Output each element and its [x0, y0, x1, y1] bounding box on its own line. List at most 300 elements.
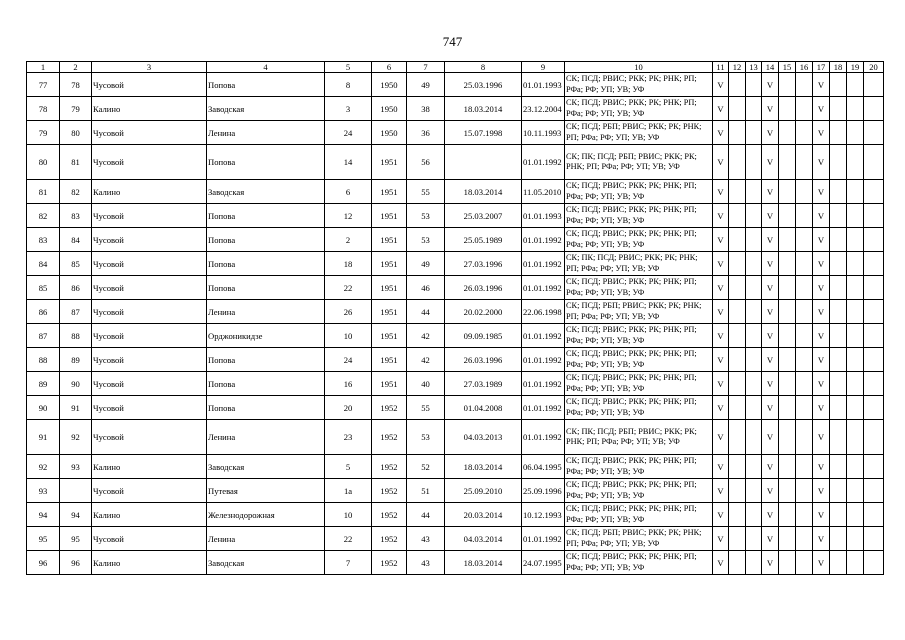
inspection-date-cell: 27.03.1996 — [445, 252, 522, 276]
elements-codes-cell: СК; ПСД; РВИС; РКК; РК; РНК; РП; РФа; РФ; УП; УВ; УФ — [565, 276, 713, 300]
flag-19-cell — [847, 252, 864, 276]
flag-11-cell: V — [713, 372, 729, 396]
wear-percent-cell: 42 — [407, 324, 445, 348]
house-number-cell: 95 — [60, 527, 92, 551]
house-number-cell: 78 — [60, 73, 92, 97]
flag-15-cell — [779, 420, 796, 455]
column-header-3: 3 — [92, 62, 207, 73]
start-date-cell: 11.05.2010 — [522, 180, 565, 204]
column-header-16: 16 — [796, 62, 813, 73]
street-cell: Попова — [207, 73, 325, 97]
building-number-cell: 23 — [325, 420, 372, 455]
flag-17-cell: V — [813, 324, 830, 348]
flag-13-cell — [746, 527, 762, 551]
flag-13-cell — [746, 372, 762, 396]
wear-percent-cell: 44 — [407, 503, 445, 527]
flag-20-cell — [864, 503, 884, 527]
column-header-6: 6 — [372, 62, 407, 73]
flag-19-cell — [847, 348, 864, 372]
flag-19-cell — [847, 180, 864, 204]
street-cell: Ленина — [207, 300, 325, 324]
table-row — [27, 324, 884, 348]
house-number-cell: 96 — [60, 551, 92, 575]
locality-cell: Чусовой — [92, 228, 207, 252]
flag-13-cell — [746, 204, 762, 228]
flag-14-cell: V — [762, 228, 779, 252]
flag-16-cell — [796, 348, 813, 372]
flag-14-cell: V — [762, 145, 779, 180]
table-row — [27, 420, 884, 455]
wear-percent-cell: 53 — [407, 420, 445, 455]
row-number-cell: 92 — [27, 455, 60, 479]
flag-12-cell — [729, 300, 746, 324]
flag-20-cell — [864, 324, 884, 348]
flag-18-cell — [830, 276, 847, 300]
flag-18-cell — [830, 300, 847, 324]
flag-17-cell: V — [813, 228, 830, 252]
wear-percent-cell: 44 — [407, 300, 445, 324]
start-date-cell: 25.09.1996 — [522, 479, 565, 503]
flag-11-cell: V — [713, 97, 729, 121]
flag-12-cell — [729, 145, 746, 180]
elements-codes-cell: СК; ПСД; РВИС; РКК; РК; РНК; РП; РФа; РФ; УП; УВ; УФ — [565, 324, 713, 348]
column-header-14: 14 — [762, 62, 779, 73]
house-number-cell: 92 — [60, 420, 92, 455]
building-number-cell: 12 — [325, 204, 372, 228]
wear-percent-cell: 55 — [407, 180, 445, 204]
flag-19-cell — [847, 455, 864, 479]
inspection-date-cell: 04.03.2014 — [445, 527, 522, 551]
row-number-cell: 79 — [27, 121, 60, 145]
flag-20-cell — [864, 527, 884, 551]
flag-17-cell: V — [813, 252, 830, 276]
house-number-cell: 88 — [60, 324, 92, 348]
flag-19-cell — [847, 324, 864, 348]
flag-15-cell — [779, 121, 796, 145]
flag-18-cell — [830, 348, 847, 372]
flag-12-cell — [729, 455, 746, 479]
column-header-20: 20 — [864, 62, 884, 73]
flag-16-cell — [796, 180, 813, 204]
street-cell: Заводская — [207, 551, 325, 575]
flag-12-cell — [729, 252, 746, 276]
building-number-cell: 22 — [325, 527, 372, 551]
flag-12-cell — [729, 228, 746, 252]
flag-14-cell: V — [762, 324, 779, 348]
start-date-cell: 01.01.1992 — [522, 527, 565, 551]
locality-cell: Чусовой — [92, 276, 207, 300]
flag-11-cell: V — [713, 73, 729, 97]
build-year-cell: 1951 — [372, 324, 407, 348]
column-header-8: 8 — [445, 62, 522, 73]
house-number-cell — [60, 479, 92, 503]
flag-14-cell: V — [762, 204, 779, 228]
flag-13-cell — [746, 73, 762, 97]
flag-13-cell — [746, 455, 762, 479]
inspection-date-cell — [445, 145, 522, 180]
column-header-18: 18 — [830, 62, 847, 73]
flag-12-cell — [729, 503, 746, 527]
building-number-cell: 26 — [325, 300, 372, 324]
building-number-cell: 14 — [325, 145, 372, 180]
build-year-cell: 1950 — [372, 73, 407, 97]
row-number-cell: 96 — [27, 551, 60, 575]
building-number-cell: 20 — [325, 396, 372, 420]
flag-11-cell: V — [713, 503, 729, 527]
flag-12-cell — [729, 121, 746, 145]
build-year-cell: 1952 — [372, 479, 407, 503]
flag-13-cell — [746, 97, 762, 121]
flag-16-cell — [796, 372, 813, 396]
build-year-cell: 1952 — [372, 420, 407, 455]
wear-percent-cell: 49 — [407, 73, 445, 97]
flag-14-cell: V — [762, 252, 779, 276]
street-cell: Ленина — [207, 121, 325, 145]
row-number-cell: 85 — [27, 276, 60, 300]
flag-17-cell: V — [813, 527, 830, 551]
inspection-date-cell: 25.05.1989 — [445, 228, 522, 252]
flag-16-cell — [796, 396, 813, 420]
street-cell: Железнодорожная — [207, 503, 325, 527]
flag-16-cell — [796, 324, 813, 348]
house-number-cell: 91 — [60, 396, 92, 420]
build-year-cell: 1951 — [372, 252, 407, 276]
column-header-7: 7 — [407, 62, 445, 73]
inspection-date-cell: 25.03.1996 — [445, 73, 522, 97]
flag-13-cell — [746, 503, 762, 527]
flag-20-cell — [864, 97, 884, 121]
row-number-cell: 78 — [27, 97, 60, 121]
wear-percent-cell: 46 — [407, 276, 445, 300]
elements-codes-cell: СК; ПСД; РВИС; РКК; РК; РНК; РП; РФа; РФ; УП; УВ; УФ — [565, 503, 713, 527]
street-cell: Заводская — [207, 97, 325, 121]
locality-cell: Чусовой — [92, 527, 207, 551]
inspection-date-cell: 27.03.1989 — [445, 372, 522, 396]
flag-12-cell — [729, 97, 746, 121]
flag-15-cell — [779, 180, 796, 204]
column-header-2: 2 — [60, 62, 92, 73]
build-year-cell: 1951 — [372, 204, 407, 228]
elements-codes-cell: СК; ПСД; РВИС; РКК; РК; РНК; РП; РФа; РФ; УП; УВ; УФ — [565, 372, 713, 396]
flag-18-cell — [830, 372, 847, 396]
column-header-5: 5 — [325, 62, 372, 73]
flag-20-cell — [864, 180, 884, 204]
flag-11-cell: V — [713, 527, 729, 551]
flag-17-cell: V — [813, 479, 830, 503]
row-number-cell: 88 — [27, 348, 60, 372]
flag-15-cell — [779, 204, 796, 228]
flag-15-cell — [779, 276, 796, 300]
column-header-17: 17 — [813, 62, 830, 73]
flag-19-cell — [847, 73, 864, 97]
inspection-date-cell: 26.03.1996 — [445, 276, 522, 300]
flag-18-cell — [830, 324, 847, 348]
flag-14-cell: V — [762, 396, 779, 420]
wear-percent-cell: 53 — [407, 228, 445, 252]
flag-12-cell — [729, 324, 746, 348]
row-number-cell: 83 — [27, 228, 60, 252]
table-row — [27, 479, 884, 503]
flag-17-cell: V — [813, 372, 830, 396]
locality-cell: Калино — [92, 455, 207, 479]
street-cell: Попова — [207, 276, 325, 300]
flag-19-cell — [847, 228, 864, 252]
flag-14-cell: V — [762, 479, 779, 503]
column-header-12: 12 — [729, 62, 746, 73]
table-row — [27, 276, 884, 300]
row-number-cell: 91 — [27, 420, 60, 455]
table-row — [27, 551, 884, 575]
row-number-cell: 93 — [27, 479, 60, 503]
flag-15-cell — [779, 348, 796, 372]
wear-percent-cell: 42 — [407, 348, 445, 372]
flag-17-cell: V — [813, 73, 830, 97]
row-number-cell: 80 — [27, 145, 60, 180]
flag-19-cell — [847, 479, 864, 503]
flag-16-cell — [796, 276, 813, 300]
start-date-cell: 22.06.1998 — [522, 300, 565, 324]
row-number-cell: 77 — [27, 73, 60, 97]
flag-18-cell — [830, 73, 847, 97]
street-cell: Заводская — [207, 455, 325, 479]
column-header-11: 11 — [713, 62, 729, 73]
flag-18-cell — [830, 145, 847, 180]
inspection-date-cell: 01.04.2008 — [445, 396, 522, 420]
flag-19-cell — [847, 372, 864, 396]
flag-16-cell — [796, 503, 813, 527]
inspection-date-cell: 20.02.2000 — [445, 300, 522, 324]
flag-11-cell: V — [713, 455, 729, 479]
locality-cell: Чусовой — [92, 324, 207, 348]
flag-14-cell: V — [762, 276, 779, 300]
flag-16-cell — [796, 73, 813, 97]
locality-cell: Чусовой — [92, 204, 207, 228]
build-year-cell: 1952 — [372, 503, 407, 527]
flag-11-cell: V — [713, 276, 729, 300]
flag-15-cell — [779, 252, 796, 276]
flag-13-cell — [746, 479, 762, 503]
table-row — [27, 180, 884, 204]
flag-15-cell — [779, 73, 796, 97]
flag-18-cell — [830, 503, 847, 527]
inspection-date-cell: 15.07.1998 — [445, 121, 522, 145]
table-row — [27, 503, 884, 527]
flag-11-cell: V — [713, 420, 729, 455]
flag-17-cell: V — [813, 503, 830, 527]
elements-codes-cell: СК; ПК; ПСД; РБП; РВИС; РКК; РК; РНК; РП; РФа; РФ; УП; УВ; УФ — [565, 420, 713, 455]
flag-14-cell: V — [762, 455, 779, 479]
flag-15-cell — [779, 300, 796, 324]
flag-16-cell — [796, 145, 813, 180]
flag-19-cell — [847, 204, 864, 228]
build-year-cell: 1952 — [372, 551, 407, 575]
house-number-cell: 82 — [60, 180, 92, 204]
flag-18-cell — [830, 180, 847, 204]
inspection-date-cell: 18.03.2014 — [445, 180, 522, 204]
flag-18-cell — [830, 396, 847, 420]
street-cell: Попова — [207, 145, 325, 180]
build-year-cell: 1950 — [372, 97, 407, 121]
flag-17-cell: V — [813, 420, 830, 455]
build-year-cell: 1951 — [372, 180, 407, 204]
house-number-cell: 86 — [60, 276, 92, 300]
inspection-date-cell: 25.09.2010 — [445, 479, 522, 503]
flag-12-cell — [729, 551, 746, 575]
build-year-cell: 1952 — [372, 527, 407, 551]
flag-14-cell: V — [762, 503, 779, 527]
elements-codes-cell: СК; ПСД; РВИС; РКК; РК; РНК; РП; РФа; РФ; УП; УВ; УФ — [565, 180, 713, 204]
flag-12-cell — [729, 420, 746, 455]
flag-18-cell — [830, 228, 847, 252]
flag-18-cell — [830, 455, 847, 479]
locality-cell: Чусовой — [92, 145, 207, 180]
street-cell: Орджоникидзе — [207, 324, 325, 348]
flag-20-cell — [864, 121, 884, 145]
house-number-cell: 89 — [60, 348, 92, 372]
flag-15-cell — [779, 455, 796, 479]
wear-percent-cell: 56 — [407, 145, 445, 180]
start-date-cell: 01.01.1992 — [522, 145, 565, 180]
column-header-19: 19 — [847, 62, 864, 73]
start-date-cell: 01.01.1992 — [522, 348, 565, 372]
flag-11-cell: V — [713, 324, 729, 348]
flag-18-cell — [830, 121, 847, 145]
wear-percent-cell: 38 — [407, 97, 445, 121]
flag-20-cell — [864, 348, 884, 372]
flag-13-cell — [746, 228, 762, 252]
housing-table — [26, 61, 884, 575]
flag-16-cell — [796, 204, 813, 228]
flag-16-cell — [796, 300, 813, 324]
flag-17-cell: V — [813, 276, 830, 300]
wear-percent-cell: 43 — [407, 551, 445, 575]
build-year-cell: 1950 — [372, 121, 407, 145]
start-date-cell: 01.01.1992 — [522, 276, 565, 300]
building-number-cell: 18 — [325, 252, 372, 276]
flag-15-cell — [779, 503, 796, 527]
elements-codes-cell: СК; ПСД; РБП; РВИС; РКК; РК; РНК; РП; РФа; РФ; УП; УВ; УФ — [565, 300, 713, 324]
elements-codes-cell: СК; ПСД; РВИС; РКК; РК; РНК; РП; РФа; РФ; УП; УВ; УФ — [565, 551, 713, 575]
table-row — [27, 121, 884, 145]
flag-18-cell — [830, 204, 847, 228]
flag-13-cell — [746, 348, 762, 372]
locality-cell: Калино — [92, 180, 207, 204]
flag-17-cell: V — [813, 204, 830, 228]
flag-14-cell: V — [762, 372, 779, 396]
flag-13-cell — [746, 276, 762, 300]
flag-19-cell — [847, 97, 864, 121]
inspection-date-cell: 20.03.2014 — [445, 503, 522, 527]
flag-20-cell — [864, 420, 884, 455]
table-row — [27, 455, 884, 479]
locality-cell: Калино — [92, 551, 207, 575]
table-row — [27, 73, 884, 97]
table-row — [27, 527, 884, 551]
page-number: 747 — [442, 34, 463, 49]
flag-20-cell — [864, 204, 884, 228]
row-number-cell: 81 — [27, 180, 60, 204]
start-date-cell: 01.01.1992 — [522, 396, 565, 420]
flag-16-cell — [796, 252, 813, 276]
flag-14-cell: V — [762, 527, 779, 551]
building-number-cell: 8 — [325, 73, 372, 97]
flag-11-cell: V — [713, 396, 729, 420]
flag-11-cell: V — [713, 252, 729, 276]
flag-19-cell — [847, 503, 864, 527]
flag-13-cell — [746, 252, 762, 276]
house-number-cell: 94 — [60, 503, 92, 527]
flag-15-cell — [779, 228, 796, 252]
elements-codes-cell: СК; ПСД; РБП; РВИС; РКК; РК; РНК; РП; РФа; РФ; УП; УВ; УФ — [565, 121, 713, 145]
flag-14-cell: V — [762, 121, 779, 145]
table-row — [27, 372, 884, 396]
flag-18-cell — [830, 252, 847, 276]
flag-19-cell — [847, 300, 864, 324]
house-number-cell: 83 — [60, 204, 92, 228]
flag-15-cell — [779, 551, 796, 575]
building-number-cell: 10 — [325, 503, 372, 527]
wear-percent-cell: 55 — [407, 396, 445, 420]
street-cell: Попова — [207, 252, 325, 276]
flag-17-cell: V — [813, 300, 830, 324]
street-cell: Попова — [207, 372, 325, 396]
locality-cell: Чусовой — [92, 396, 207, 420]
house-number-cell: 93 — [60, 455, 92, 479]
flag-15-cell — [779, 372, 796, 396]
build-year-cell: 1951 — [372, 276, 407, 300]
flag-15-cell — [779, 527, 796, 551]
flag-14-cell: V — [762, 180, 779, 204]
row-number-cell: 89 — [27, 372, 60, 396]
building-number-cell: 24 — [325, 348, 372, 372]
flag-15-cell — [779, 324, 796, 348]
start-date-cell: 10.12.1993 — [522, 503, 565, 527]
house-number-cell: 81 — [60, 145, 92, 180]
house-number-cell: 90 — [60, 372, 92, 396]
locality-cell: Чусовой — [92, 372, 207, 396]
start-date-cell: 01.01.1992 — [522, 324, 565, 348]
flag-15-cell — [779, 97, 796, 121]
flag-14-cell: V — [762, 300, 779, 324]
start-date-cell: 10.11.1993 — [522, 121, 565, 145]
start-date-cell: 01.01.1992 — [522, 420, 565, 455]
flag-17-cell: V — [813, 551, 830, 575]
flag-19-cell — [847, 121, 864, 145]
flag-17-cell: V — [813, 396, 830, 420]
flag-20-cell — [864, 145, 884, 180]
wear-percent-cell: 53 — [407, 204, 445, 228]
elements-codes-cell: СК; ПСД; РВИС; РКК; РК; РНК; РП; РФа; РФ; УП; УВ; УФ — [565, 97, 713, 121]
flag-13-cell — [746, 420, 762, 455]
flag-16-cell — [796, 420, 813, 455]
building-number-cell: 10 — [325, 324, 372, 348]
elements-codes-cell: СК; ПСД; РВИС; РКК; РК; РНК; РП; РФа; РФ; УП; УВ; УФ — [565, 479, 713, 503]
flag-20-cell — [864, 300, 884, 324]
flag-16-cell — [796, 455, 813, 479]
wear-percent-cell: 52 — [407, 455, 445, 479]
column-header-4: 4 — [207, 62, 325, 73]
flag-17-cell: V — [813, 145, 830, 180]
flag-14-cell: V — [762, 348, 779, 372]
flag-12-cell — [729, 180, 746, 204]
flag-20-cell — [864, 396, 884, 420]
flag-16-cell — [796, 527, 813, 551]
house-number-cell: 85 — [60, 252, 92, 276]
row-number-cell: 87 — [27, 324, 60, 348]
locality-cell: Чусовой — [92, 73, 207, 97]
start-date-cell: 01.01.1993 — [522, 73, 565, 97]
row-number-cell: 95 — [27, 527, 60, 551]
